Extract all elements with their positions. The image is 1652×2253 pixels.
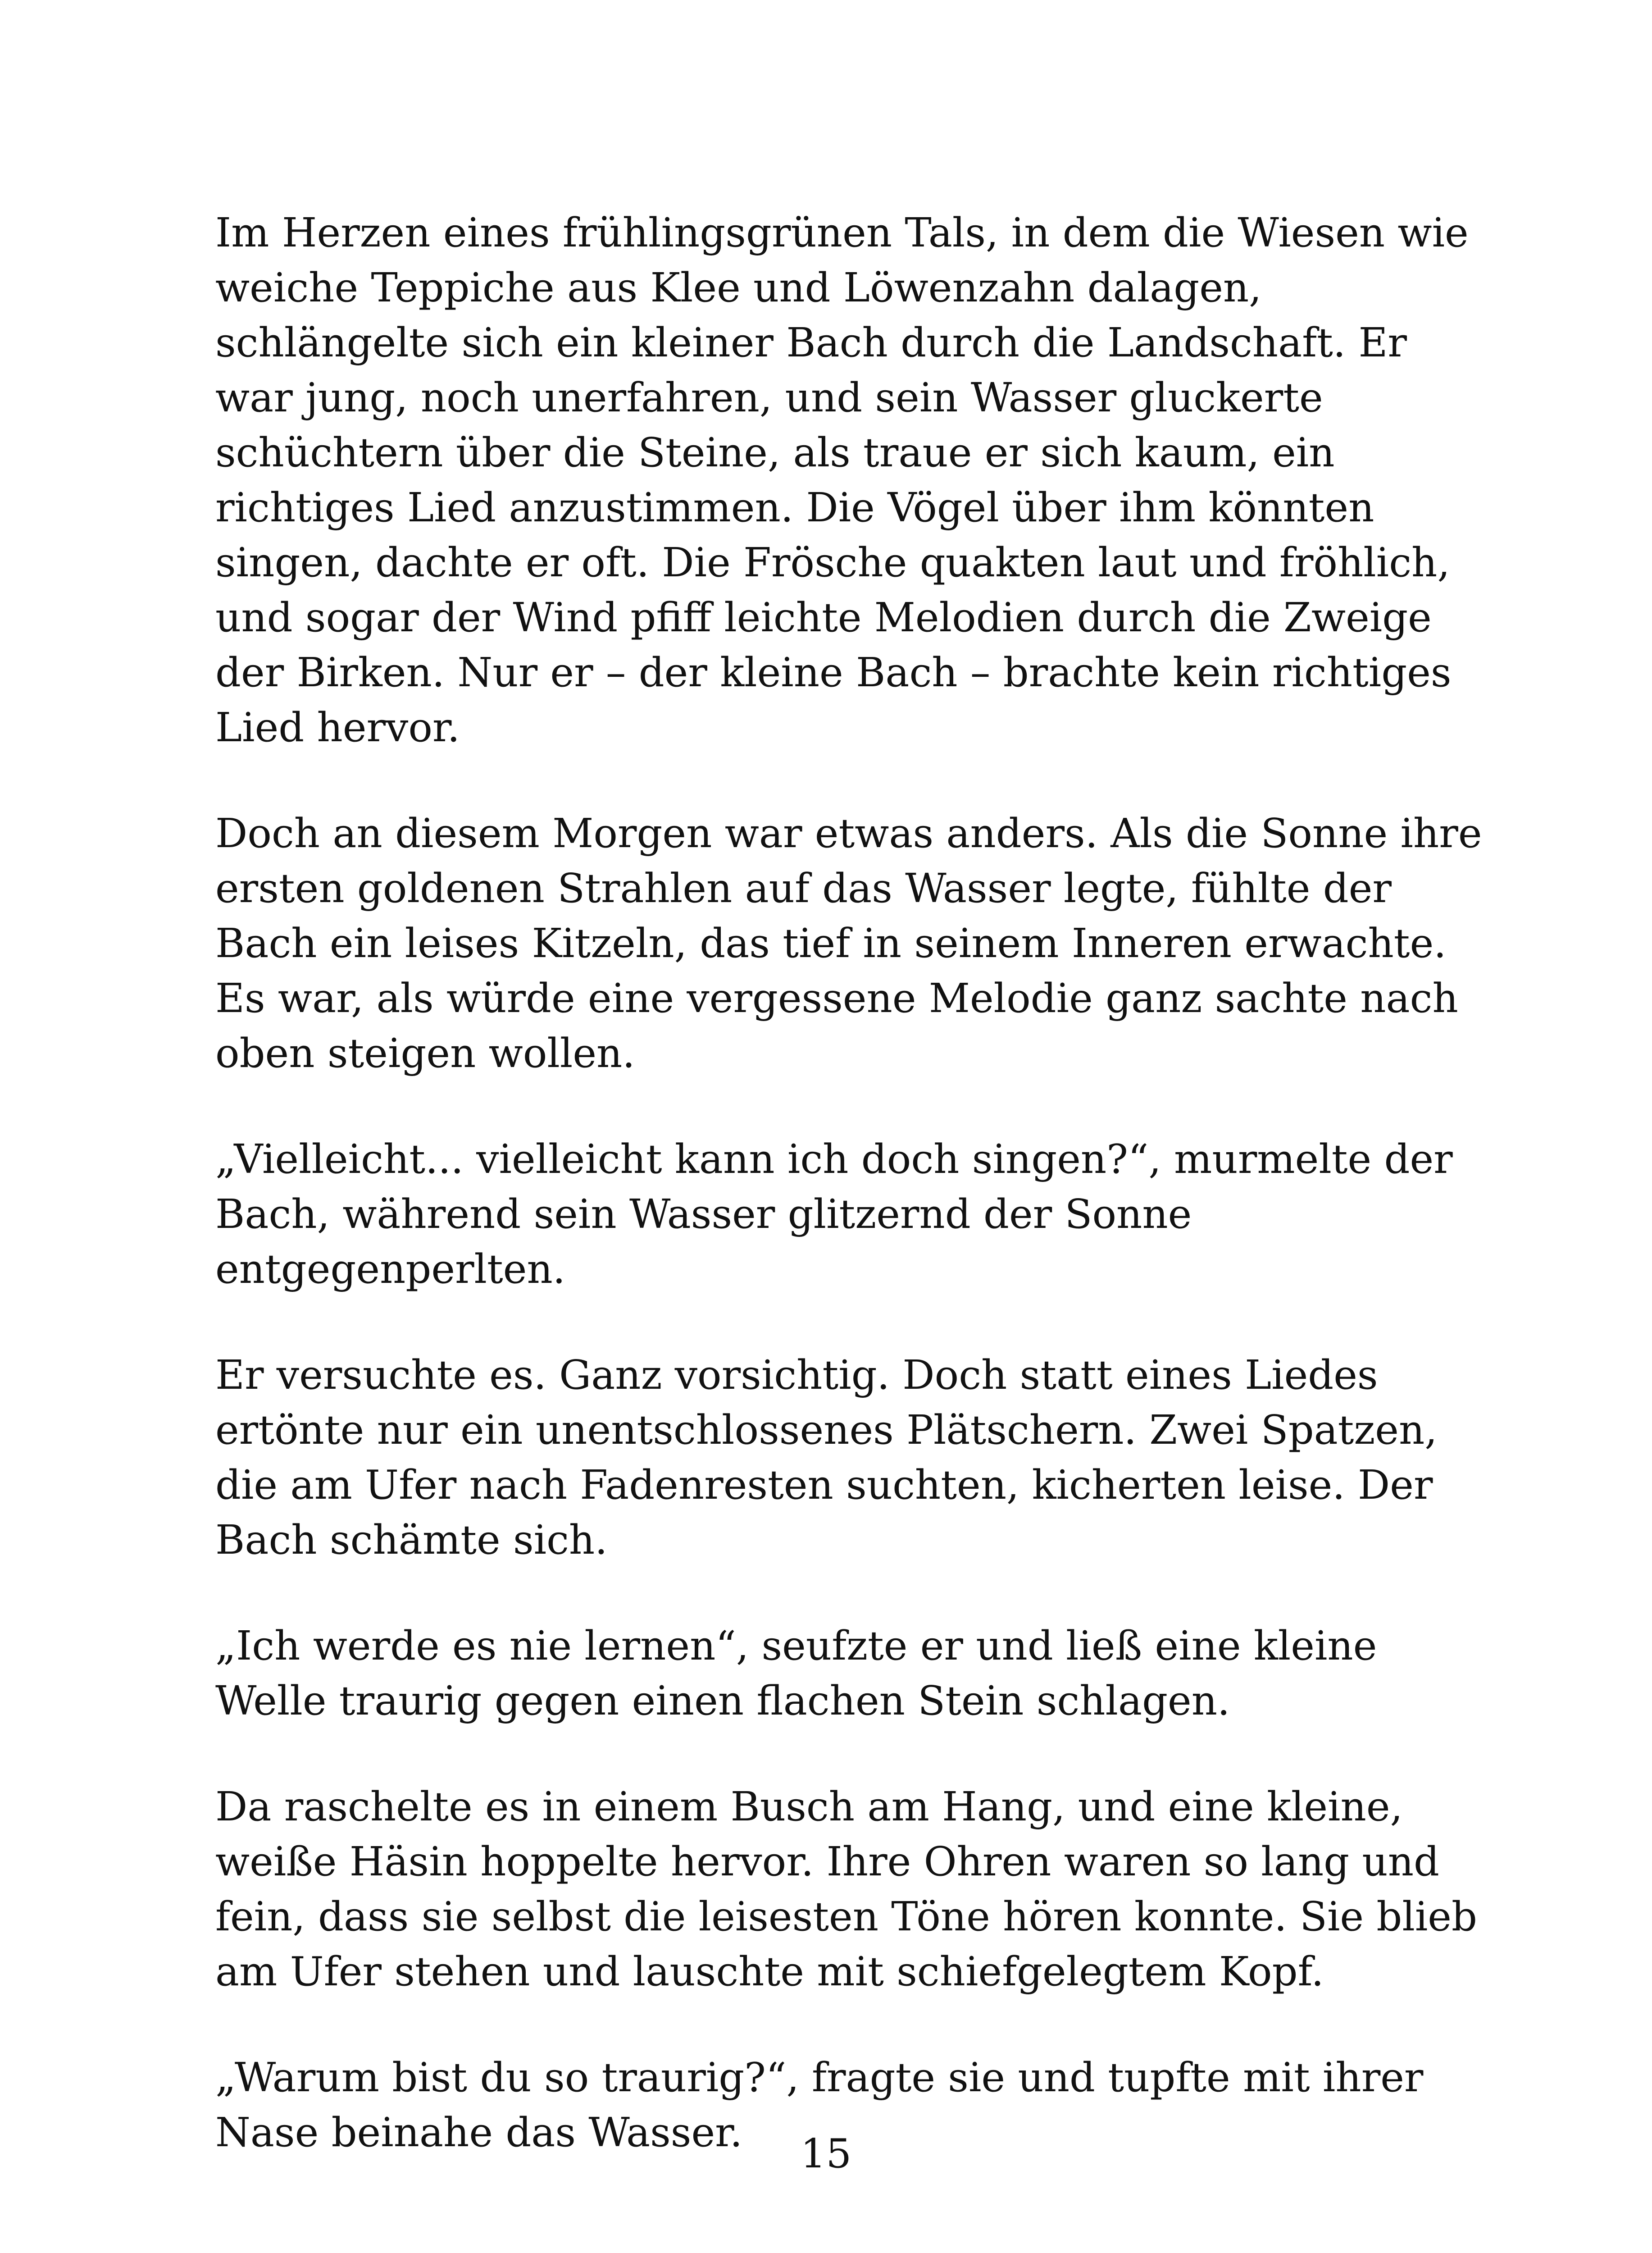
text-line: Lied hervor. xyxy=(215,704,460,751)
text-line: weiche Teppiche aus Klee und Löwenzahn dalagen, xyxy=(215,264,1262,311)
text-line: Da raschelte es in einem Busch am Hang, und eine kleine, xyxy=(215,1783,1403,1830)
text-line: Nase beinahe das Wasser. xyxy=(215,2109,743,2156)
paragraph-4 xyxy=(215,1347,1468,1567)
text-line: die am Ufer nach Fadenresten suchten, kicherten leise. Der xyxy=(215,1461,1433,1508)
story-text xyxy=(215,205,1482,2211)
text-line: Bach ein leises Kitzeln, das tief in seinem Inneren erwachte. xyxy=(215,920,1447,967)
text-line: „Vielleicht... vielleicht kann ich doch singen?“, murmelte der xyxy=(215,1136,1453,1182)
text-line: schüchtern über die Steine, als traue er sich kaum, ein xyxy=(215,429,1335,476)
paragraph-3 xyxy=(215,1131,1468,1296)
text-line: „Ich werde es nie lernen“, seufzte er und ließ eine kleine xyxy=(215,1622,1377,1669)
text-line: richtiges Lied anzustimmen. Die Vögel über ihm könnten xyxy=(215,484,1374,531)
text-line: und sogar der Wind pfiff leichte Melodien durch die Zweige xyxy=(215,594,1432,641)
paragraph-2 xyxy=(215,806,1482,1081)
text-line: Bach, während sein Wasser glitzernd der Sonne xyxy=(215,1190,1192,1237)
text-line: entgegenperlten. xyxy=(215,1245,566,1292)
text-line: weiße Häsin hoppelte hervor. Ihre Ohren waren so lang und xyxy=(215,1838,1440,1885)
text-line: der Birken. Nur er – der kleine Bach – brachte kein richtiges xyxy=(215,649,1452,696)
text-line: Er versuchte es. Ganz vorsichtig. Doch statt eines Liedes xyxy=(215,1351,1378,1398)
text-line: oben steigen wollen. xyxy=(215,1030,635,1076)
text-line: am Ufer stehen und lauschte mit schiefgelegtem Kopf. xyxy=(215,1948,1324,1995)
text-line: Welle traurig gegen einen flachen Stein schlagen. xyxy=(215,1677,1230,1724)
text-line: Bach schämte sich. xyxy=(215,1516,608,1563)
page-number: 15 xyxy=(800,2130,852,2177)
text-line: singen, dachte er oft. Die Frösche quakten laut und fröhlich, xyxy=(215,539,1450,586)
text-line: Im Herzen eines frühlingsgrünen Tals, in dem die Wiesen wie xyxy=(215,209,1469,256)
text-line: fein, dass sie selbst die leisesten Töne hören konnte. Sie blieb xyxy=(215,1893,1477,1940)
paragraph-5 xyxy=(215,1618,1468,1728)
text-line: Es war, als würde eine vergessene Melodie ganz sachte nach xyxy=(215,975,1458,1022)
paragraph-1 xyxy=(215,205,1468,755)
text-line: ertönte nur ein unentschlossenes Plätschern. Zwei Spatzen, xyxy=(215,1406,1438,1453)
text-line: ersten goldenen Strahlen auf das Wasser legte, fühlte der xyxy=(215,865,1392,912)
text-line: „Warum bist du so traurig?“, fragte sie und tupfte mit ihrer xyxy=(215,2054,1424,2101)
text-line: war jung, noch unerfahren, und sein Wasser gluckerte xyxy=(215,374,1323,421)
text-line: schlängelte sich ein kleiner Bach durch die Landschaft. Er xyxy=(215,319,1407,366)
text-line: Doch an diesem Morgen war etwas anders. Als die Sonne ihre xyxy=(215,810,1482,857)
paragraph-6 xyxy=(215,1779,1477,1999)
